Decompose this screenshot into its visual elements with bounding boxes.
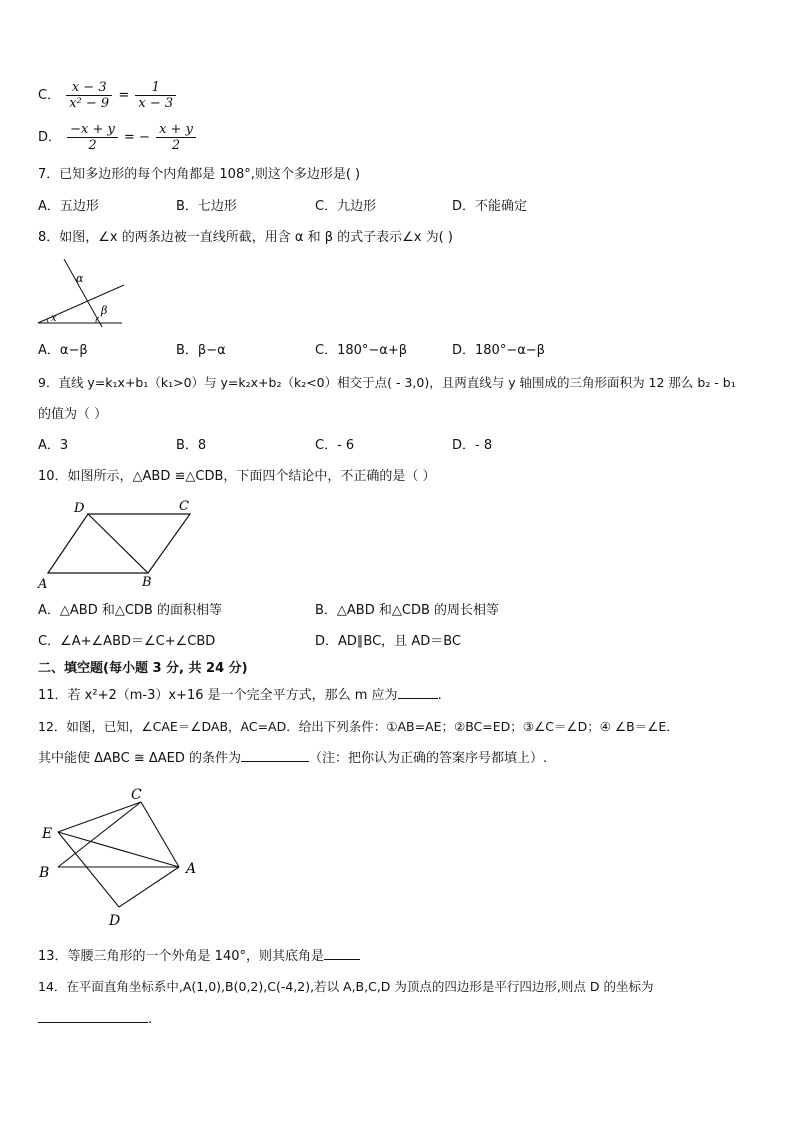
- q7-option-b: B．七边形: [176, 199, 237, 214]
- q8-figure-transversal: [64, 259, 102, 327]
- q9-stem-line2: 的值为（ ）: [38, 407, 108, 422]
- q12-figure-label-e: E: [42, 826, 53, 842]
- q10-option-d: D．AD∥BC，且 AD＝BC: [315, 634, 461, 649]
- q14-answer-blank[interactable]: [38, 1010, 148, 1023]
- section-title-fill-in: 二、填空题(每小题 3 分, 共 24 分): [38, 661, 248, 676]
- q11-end: .: [437, 688, 442, 703]
- q6-c-equals: =: [118, 88, 130, 103]
- q8-figure-label-alpha: α: [76, 272, 84, 285]
- q7-stem: 7．已知多边形的每个内角都是 108°,则这个多边形是( ): [38, 167, 361, 182]
- q13: [38, 947, 360, 966]
- q14-line2: [38, 1010, 152, 1029]
- q10-figure-label-c: C: [179, 499, 189, 514]
- q8-figure-label-x: x: [51, 313, 57, 324]
- q13-text: 13．等腰三角形的一个外角是 140°，则其底角是: [38, 949, 324, 964]
- q6-d-fraction-left: $\frac{-x + y}{2}$: [67, 122, 118, 153]
- q8-option-d: D．180°−α−β: [452, 343, 545, 358]
- q12-figure-label-c: C: [131, 787, 142, 803]
- q12-figure-line-ea: [58, 832, 179, 867]
- q10-stem: 10．如图所示，△ABD ≌△CDB，下面四个结论中，不正确的是（ ）: [38, 469, 436, 484]
- q10-option-c: C．∠A+∠ABD＝∠C+∠CBD: [38, 634, 216, 649]
- q8-figure: [36, 255, 126, 330]
- q12-line1: 12．如图，已知，∠CAE＝∠DAB，AC=AD．给出下列条件：①AB=AE；②BC=ED；③∠C＝∠D；④ ∠B＝∠E．: [38, 719, 679, 734]
- q6-option-c-label: C．: [38, 88, 61, 103]
- q13-answer-blank[interactable]: [324, 947, 360, 960]
- q10-figure-diagonal-db: [88, 514, 148, 573]
- q6-option-c: [38, 80, 178, 111]
- q7-option-a: A．五边形: [38, 199, 99, 214]
- q11-text: 11．若 x²+2（m-3）x+16 是一个完全平方式，那么 m 应为: [38, 688, 398, 703]
- q12-figure-line-da: [119, 867, 179, 907]
- q12-figure-line-ec: [58, 802, 141, 832]
- q12-figure-label-d: D: [109, 913, 121, 929]
- q12-figure-line-bc: [58, 802, 141, 867]
- q10-option-a: A．△ABD 和△CDB 的面积相等: [38, 603, 222, 618]
- q10-figure: [34, 496, 199, 591]
- q14-line1: 14．在平面直角坐标系中,A(1,0),B(0,2),C(-4,2),若以 A,B,C,D 为顶点的四边形是平行四边形,则点 D 的坐标为: [38, 979, 654, 994]
- q9-option-a: A．3: [38, 438, 69, 453]
- q12-line2-note: （注：把你认为正确的答案序号都填上）.: [309, 751, 548, 766]
- q10-figure-label-a: A: [38, 577, 48, 591]
- q6-d-fraction-right: $\frac{x + y}{2}$: [156, 122, 196, 153]
- q6-d-equals: = −: [124, 130, 150, 145]
- q8-figure-angle-x-arc: [47, 319, 48, 323]
- q12-line2: [38, 749, 547, 768]
- q10-figure-label-b: B: [142, 575, 152, 590]
- q6-option-d-label: D．: [38, 130, 62, 145]
- q9-stem-line1: 9．直线 y=k₁x+b₁（k₁>0）与 y=k₂x+b₂（k₂<0）相交于点( - 3,0)，且两直线与 y 轴围成的三角形面积为 12 那么 b₂ - b₁: [38, 375, 736, 390]
- q8-figure-label-beta: β: [101, 304, 108, 317]
- q9-option-d: D．- 8: [452, 438, 493, 453]
- q12-figure-label-b: B: [39, 865, 50, 881]
- q6-c-fraction-right: $\frac{1}{x - 3}$: [135, 80, 176, 111]
- q6-c-fraction-left: $\frac{x - 3}{\text{x² − 9}}$: [66, 80, 112, 111]
- q9-option-b: B．8: [176, 438, 207, 453]
- q11: [38, 686, 442, 705]
- q7-option-d: D．不能确定: [452, 199, 528, 214]
- q10-figure-parallelogram: [48, 514, 190, 573]
- q8-option-a: A．α−β: [38, 343, 88, 358]
- q9-option-c: C．- 6: [315, 438, 355, 453]
- q8-stem: 8．如图，∠x 的两条边被一直线所截，用含 α 和 β 的式子表示∠x 为( ): [38, 230, 453, 245]
- q8-option-b: B．β−α: [176, 343, 226, 358]
- q10-figure-label-d: D: [74, 501, 85, 516]
- q10-option-b: B．△ABD 和△CDB 的周长相等: [315, 603, 500, 618]
- q12-figure: [36, 785, 206, 930]
- q14-end: .: [148, 1012, 153, 1027]
- q12-answer-blank[interactable]: [241, 749, 309, 762]
- q12-figure-label-a: A: [186, 861, 197, 877]
- q7-option-c: C．九边形: [315, 199, 377, 214]
- q11-answer-blank[interactable]: [398, 686, 438, 699]
- q12-line2-text: 其中能使 ΔABC ≅ ΔAED 的条件为: [38, 751, 241, 766]
- q8-option-c: C．180°−α+β: [315, 343, 408, 358]
- q6-option-d: [38, 122, 198, 153]
